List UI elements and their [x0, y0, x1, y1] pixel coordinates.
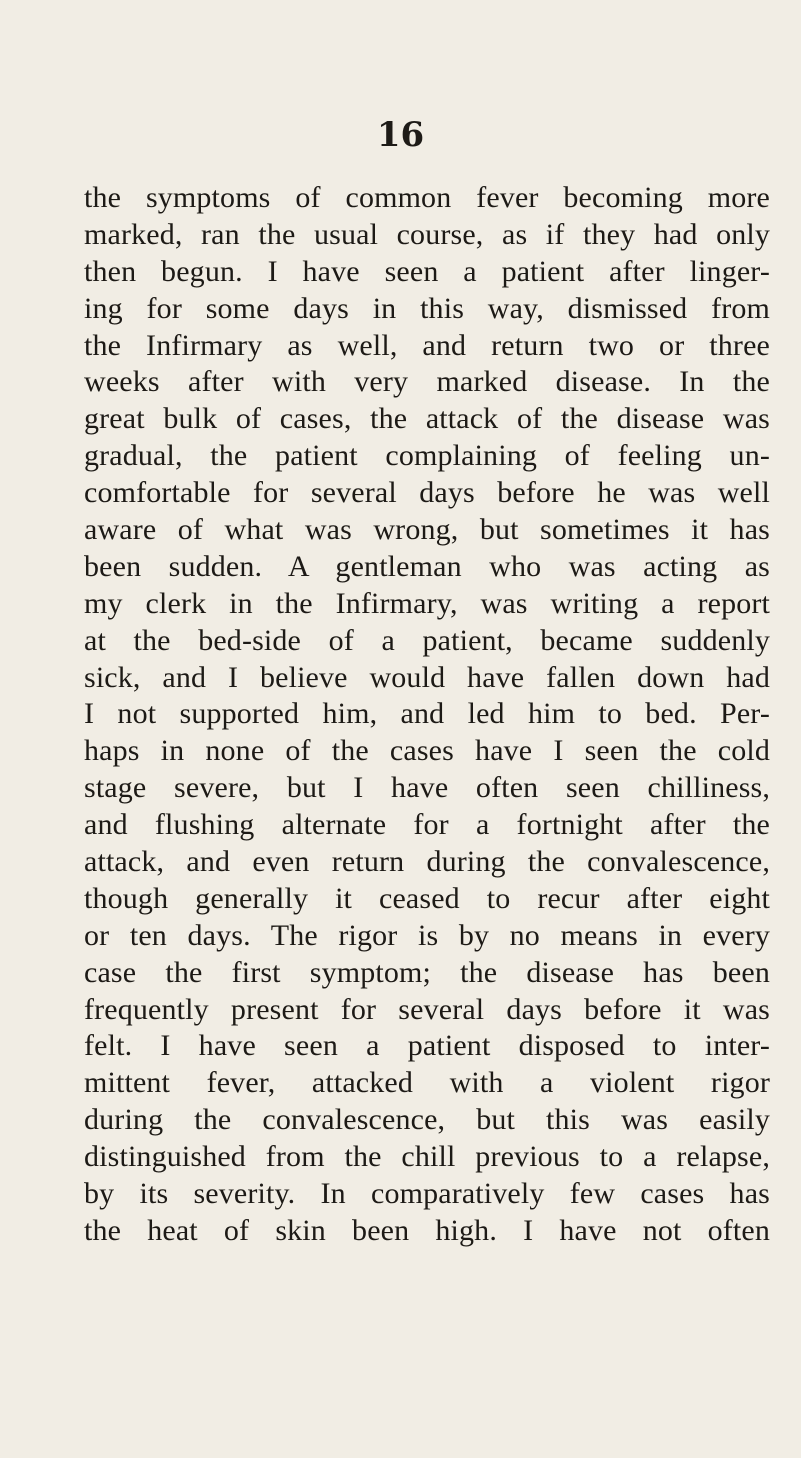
- text-line: mittent fever, attacked with a violent rigor: [84, 1066, 770, 1100]
- text-line: the heat of skin been high. I have not often: [84, 1213, 770, 1247]
- text-line: frequently present for several days before it was: [84, 992, 770, 1026]
- text-line: my clerk in the Infirmary, was writing a report: [84, 586, 770, 620]
- text-line: and flushing alternate for a fortnight after the: [84, 808, 770, 842]
- text-line: been sudden. A gentleman who was acting as: [84, 549, 770, 583]
- text-line: haps in none of the cases have I seen the cold: [84, 734, 770, 768]
- text-line: by its severity. In comparatively few cases has: [84, 1177, 770, 1211]
- page-number: 16: [376, 115, 425, 155]
- text-line: then begun. I have seen a patient after linger-: [84, 254, 770, 288]
- text-line: though generally it ceased to recur after eight: [84, 881, 770, 915]
- text-line: gradual, the patient complaining of feeling un-: [84, 439, 770, 473]
- text-line: at the bed-side of a patient, became suddenly: [84, 623, 770, 657]
- text-line: the Infirmary as well, and return two or three: [84, 328, 770, 362]
- text-line: during the convalescence, but this was easily: [84, 1103, 770, 1137]
- text-line: weeks after with very marked disease. In the: [84, 365, 770, 399]
- text-line: marked, ran the usual course, as if they had only: [84, 217, 770, 251]
- text-line: sick, and I believe would have fallen down had: [84, 660, 770, 694]
- text-line: great bulk of cases, the attack of the disease was: [84, 402, 770, 436]
- text-line: stage severe, but I have often seen chilliness,: [84, 771, 770, 805]
- text-line: comfortable for several days before he was well: [84, 476, 770, 510]
- text-line: case the first symptom; the disease has been: [84, 955, 770, 989]
- text-line: ing for some days in this way, dismissed from: [84, 291, 770, 325]
- text-line: felt. I have seen a patient disposed to inter-: [84, 1029, 770, 1063]
- text-line: aware of what was wrong, but sometimes it has: [84, 513, 770, 547]
- text-line: or ten days. The rigor is by no means in every: [84, 918, 770, 952]
- body-text: [84, 180, 770, 1250]
- text-line: the symptoms of common fever becoming more: [84, 181, 770, 214]
- text-line: I not supported him, and led him to bed. Per-: [84, 697, 770, 731]
- text-line: distinguished from the chill previous to a relapse,: [84, 1140, 770, 1174]
- text-line: attack, and even return during the convalescence,: [84, 845, 770, 879]
